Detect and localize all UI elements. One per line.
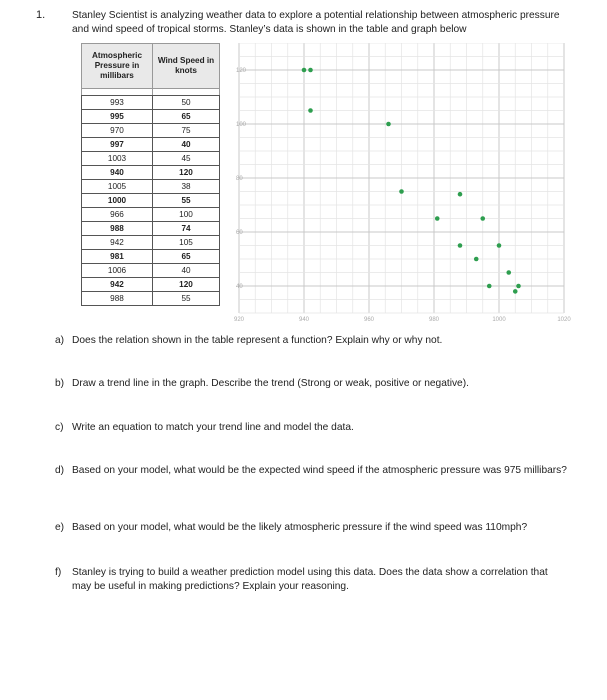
question-label: e) [55,522,65,533]
question-text: Write an equation to match your trend line and model the data. [72,422,354,433]
problem-intro: Stanley Scientist is analyzing weather data to explore a potential relationship between atmospheric pressure and wind speed of tropical storms. Stanley’s data is shown in the table and graph below [72,10,560,35]
data-point [308,68,313,73]
wind-cell: 65 [153,110,220,124]
table-row [82,194,220,208]
x-tick-label: 1000 [492,317,506,323]
pressure-cell: 970 [82,124,153,138]
question-text: Does the relation shown in the table represent a function? Explain why or why not. [72,335,443,346]
pressure-cell: 942 [82,236,153,250]
data-point [308,108,313,113]
wind-cell: 65 [153,250,220,264]
data-point [474,257,479,262]
wind-header: Wind Speed in knots [153,44,220,89]
data-point [487,284,492,289]
table-row [82,264,220,278]
data-point [386,122,391,127]
x-tick-label: 920 [233,317,245,323]
wind-cell: 38 [153,180,220,194]
question-label: f) [55,567,62,578]
y-tick-label: 100 [236,122,247,128]
table-body [82,89,220,306]
pressure-cell: 993 [82,96,153,110]
pressure-cell: 942 [82,278,153,292]
scatter-chart [224,43,574,323]
table-spacer-row [82,89,220,96]
table-row [82,124,220,138]
x-tick-label: 980 [428,317,440,323]
data-point [497,243,502,248]
data-table [81,43,220,306]
wind-cell: 74 [153,222,220,236]
problem-number: 1. [36,9,46,21]
data-point [458,243,463,248]
pressure-cell: 995 [82,110,153,124]
pressure-cell: 966 [82,208,153,222]
wind-cell: 120 [153,166,220,180]
data-point [480,216,485,221]
wind-cell: 50 [153,96,220,110]
table-row [82,180,220,194]
wind-cell: 100 [153,208,220,222]
question-text: Draw a trend line in the graph. Describe the trend (Strong or weak, positive or negative). [72,378,469,389]
data-point [302,68,307,73]
table-row [82,236,220,250]
question-label: c) [55,422,64,433]
table-row [82,110,220,124]
question-text: Based on your model, what would be the expected wind speed if the atmospheric pressure was 975 millibars? [72,465,567,476]
wind-cell: 40 [153,264,220,278]
pressure-cell: 940 [82,166,153,180]
wind-cell: 40 [153,138,220,152]
wind-cell: 105 [153,236,220,250]
table-row [82,96,220,110]
data-point [458,192,463,197]
x-tick-label: 960 [363,317,375,323]
data-point [516,284,521,289]
table-row [82,250,220,264]
wind-cell: 120 [153,278,220,292]
pressure-cell: 1000 [82,194,153,208]
wind-cell: 75 [153,124,220,138]
table-row [82,166,220,180]
wind-cell: 55 [153,292,220,306]
table-row [82,278,220,292]
question-label: b) [55,378,65,389]
table-header-row [82,44,220,89]
table-row [82,292,220,306]
question-label: d) [55,465,65,476]
question-label: a) [55,335,65,346]
pressure-cell: 988 [82,222,153,236]
question-text: Based on your model, what would be the likely atmospheric pressure if the wind speed was 110mph? [72,522,528,533]
pressure-cell: 981 [82,250,153,264]
pressure-header: Atmospheric Pressure in millibars [82,44,153,89]
wind-cell: 45 [153,152,220,166]
data-point [399,189,404,194]
table-row [82,152,220,166]
table-row [82,138,220,152]
pressure-cell: 988 [82,292,153,306]
wind-cell: 55 [153,194,220,208]
data-point [506,270,511,275]
question-text: Stanley is trying to build a weather prediction model using this data. Does the data show a correlation that may be useful in making predictions? Explain your reasoning. [72,567,548,592]
y-tick-label: 60 [236,230,243,236]
x-tick-label: 1020 [557,317,571,323]
data-point [513,289,518,294]
table-row [82,222,220,236]
y-tick-label: 80 [236,176,243,182]
y-tick-label: 120 [236,68,247,74]
y-tick-label: 40 [236,284,243,290]
pressure-cell: 997 [82,138,153,152]
x-tick-label: 940 [298,317,310,323]
table-row [82,208,220,222]
pressure-cell: 1005 [82,180,153,194]
pressure-cell: 1003 [82,152,153,166]
pressure-cell: 1006 [82,264,153,278]
data-point [435,216,440,221]
